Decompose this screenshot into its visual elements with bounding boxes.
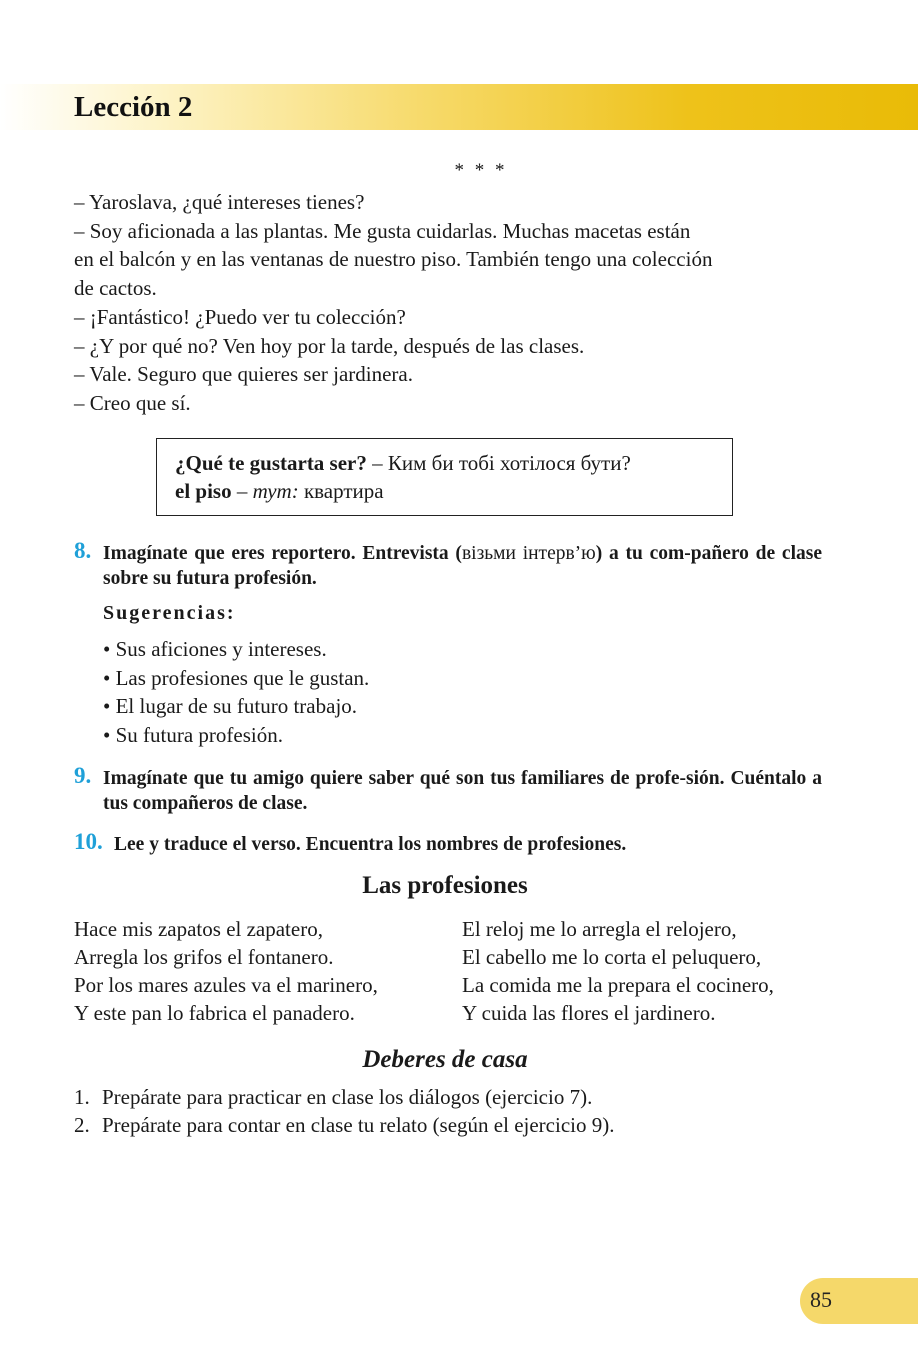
- vocab-definition: Ким би тобі хотілося бути?: [387, 451, 631, 475]
- poem-line: La comida me la prepara el cocinero,: [462, 973, 774, 997]
- exercise-instruction: [103, 541, 822, 591]
- vocab-term: el piso: [175, 479, 232, 503]
- dialog-line: – ¿Y por qué no? Ven hoy por la tarde, después de las clases.: [74, 333, 585, 358]
- vocab-separator: –: [366, 451, 388, 475]
- vocab-term: ¿Qué te gustarta ser?: [175, 451, 367, 475]
- exercise-number: 10.: [74, 829, 103, 854]
- exercise-number: 9.: [74, 763, 92, 788]
- exercise-10: [74, 829, 822, 857]
- list-item: • El lugar de su futuro trabajo.: [103, 694, 358, 718]
- vocab-definition: квартира: [298, 479, 384, 503]
- instruction-part: Imagínate que eres reportero. Entrevista (: [103, 543, 462, 564]
- dialog-line: – ¡Fantástico! ¿Puedo ver tu colección?: [74, 304, 406, 329]
- homework-title: Deberes de casa: [362, 1046, 528, 1073]
- list-item: • Su futura profesión.: [103, 722, 283, 747]
- exercise-9: [74, 763, 822, 816]
- item-number: 2.: [74, 1113, 90, 1137]
- poem-line: El cabello me lo corta el peluquero,: [462, 945, 762, 969]
- poem-line: Y cuida las flores el jardinero.: [462, 1001, 716, 1025]
- item-text: Prepárate para contar en clase tu relato (según el ejercicio 9).: [102, 1113, 615, 1137]
- list-item: [74, 1083, 614, 1111]
- list-item: [74, 1111, 614, 1139]
- section-separator: * * *: [454, 160, 508, 181]
- poem-line: Por los mares azules va el marinero,: [74, 973, 378, 997]
- exercise-number: 8.: [74, 538, 92, 563]
- dialog-line: de cactos.: [74, 276, 157, 301]
- instruction-part: ) a tu com-pañero de clase sobre su futura profesión.: [103, 543, 822, 589]
- list-item: • Las profesiones que le gustan.: [103, 665, 370, 690]
- dialog-line: – Creo que sí.: [74, 390, 191, 415]
- dialog-line: – Yaroslava, ¿qué intereses tienes?: [74, 190, 365, 214]
- poem-title: Las profesiones: [362, 872, 528, 899]
- poem-line: Arregla los grifos el fontanero.: [74, 945, 334, 969]
- lesson-title: Lección 2: [74, 91, 193, 123]
- vocab-entry: [175, 477, 732, 505]
- instruction-translation: візьми інтерв’ю: [461, 543, 596, 564]
- dialog-line: – Soy aficionada a las plantas. Me gusta cuidarlas. Muchas macetas están: [74, 218, 691, 243]
- exercise-instruction: Lee y traduce el verso. Encuentra los nombres de profesiones.: [114, 834, 627, 855]
- poem-line: El reloj me lo arregla el relojero,: [462, 917, 737, 941]
- suggestions-title: Sugerencias:: [103, 602, 236, 624]
- list-item: • Sus aficiones y intereses.: [103, 637, 327, 661]
- dialog-line: en el balcón y en las ventanas de nuestro piso. También tengo una colección: [74, 247, 713, 272]
- poem-line: Hace mis zapatos el zapatero,: [74, 917, 323, 941]
- homework-list: [74, 1083, 614, 1139]
- page-number: 85: [810, 1287, 832, 1312]
- vocabulary-box: [156, 438, 733, 516]
- vocab-note: тут:: [252, 479, 299, 503]
- item-text: Prepárate para practicar en clase los diálogos (ejercicio 7).: [102, 1085, 593, 1109]
- suggestions-list: [103, 635, 369, 749]
- poem-column-left: [74, 915, 378, 1027]
- poem-line: Y este pan lo fabrica el panadero.: [74, 1001, 355, 1025]
- vocab-entry: [175, 449, 732, 477]
- poem-column-right: [462, 915, 774, 1027]
- dialog-line: – Vale. Seguro que quieres ser jardinera.: [74, 362, 413, 387]
- vocab-separator: –: [231, 479, 253, 503]
- dialog-text: [74, 188, 822, 418]
- exercise-8: [74, 538, 822, 591]
- item-number: 1.: [74, 1085, 90, 1109]
- exercise-instruction: Imagínate que tu amigo quiere saber qué son tus familiares de profe-sión. Cuéntalo a tus compañeros de clase.: [103, 768, 822, 814]
